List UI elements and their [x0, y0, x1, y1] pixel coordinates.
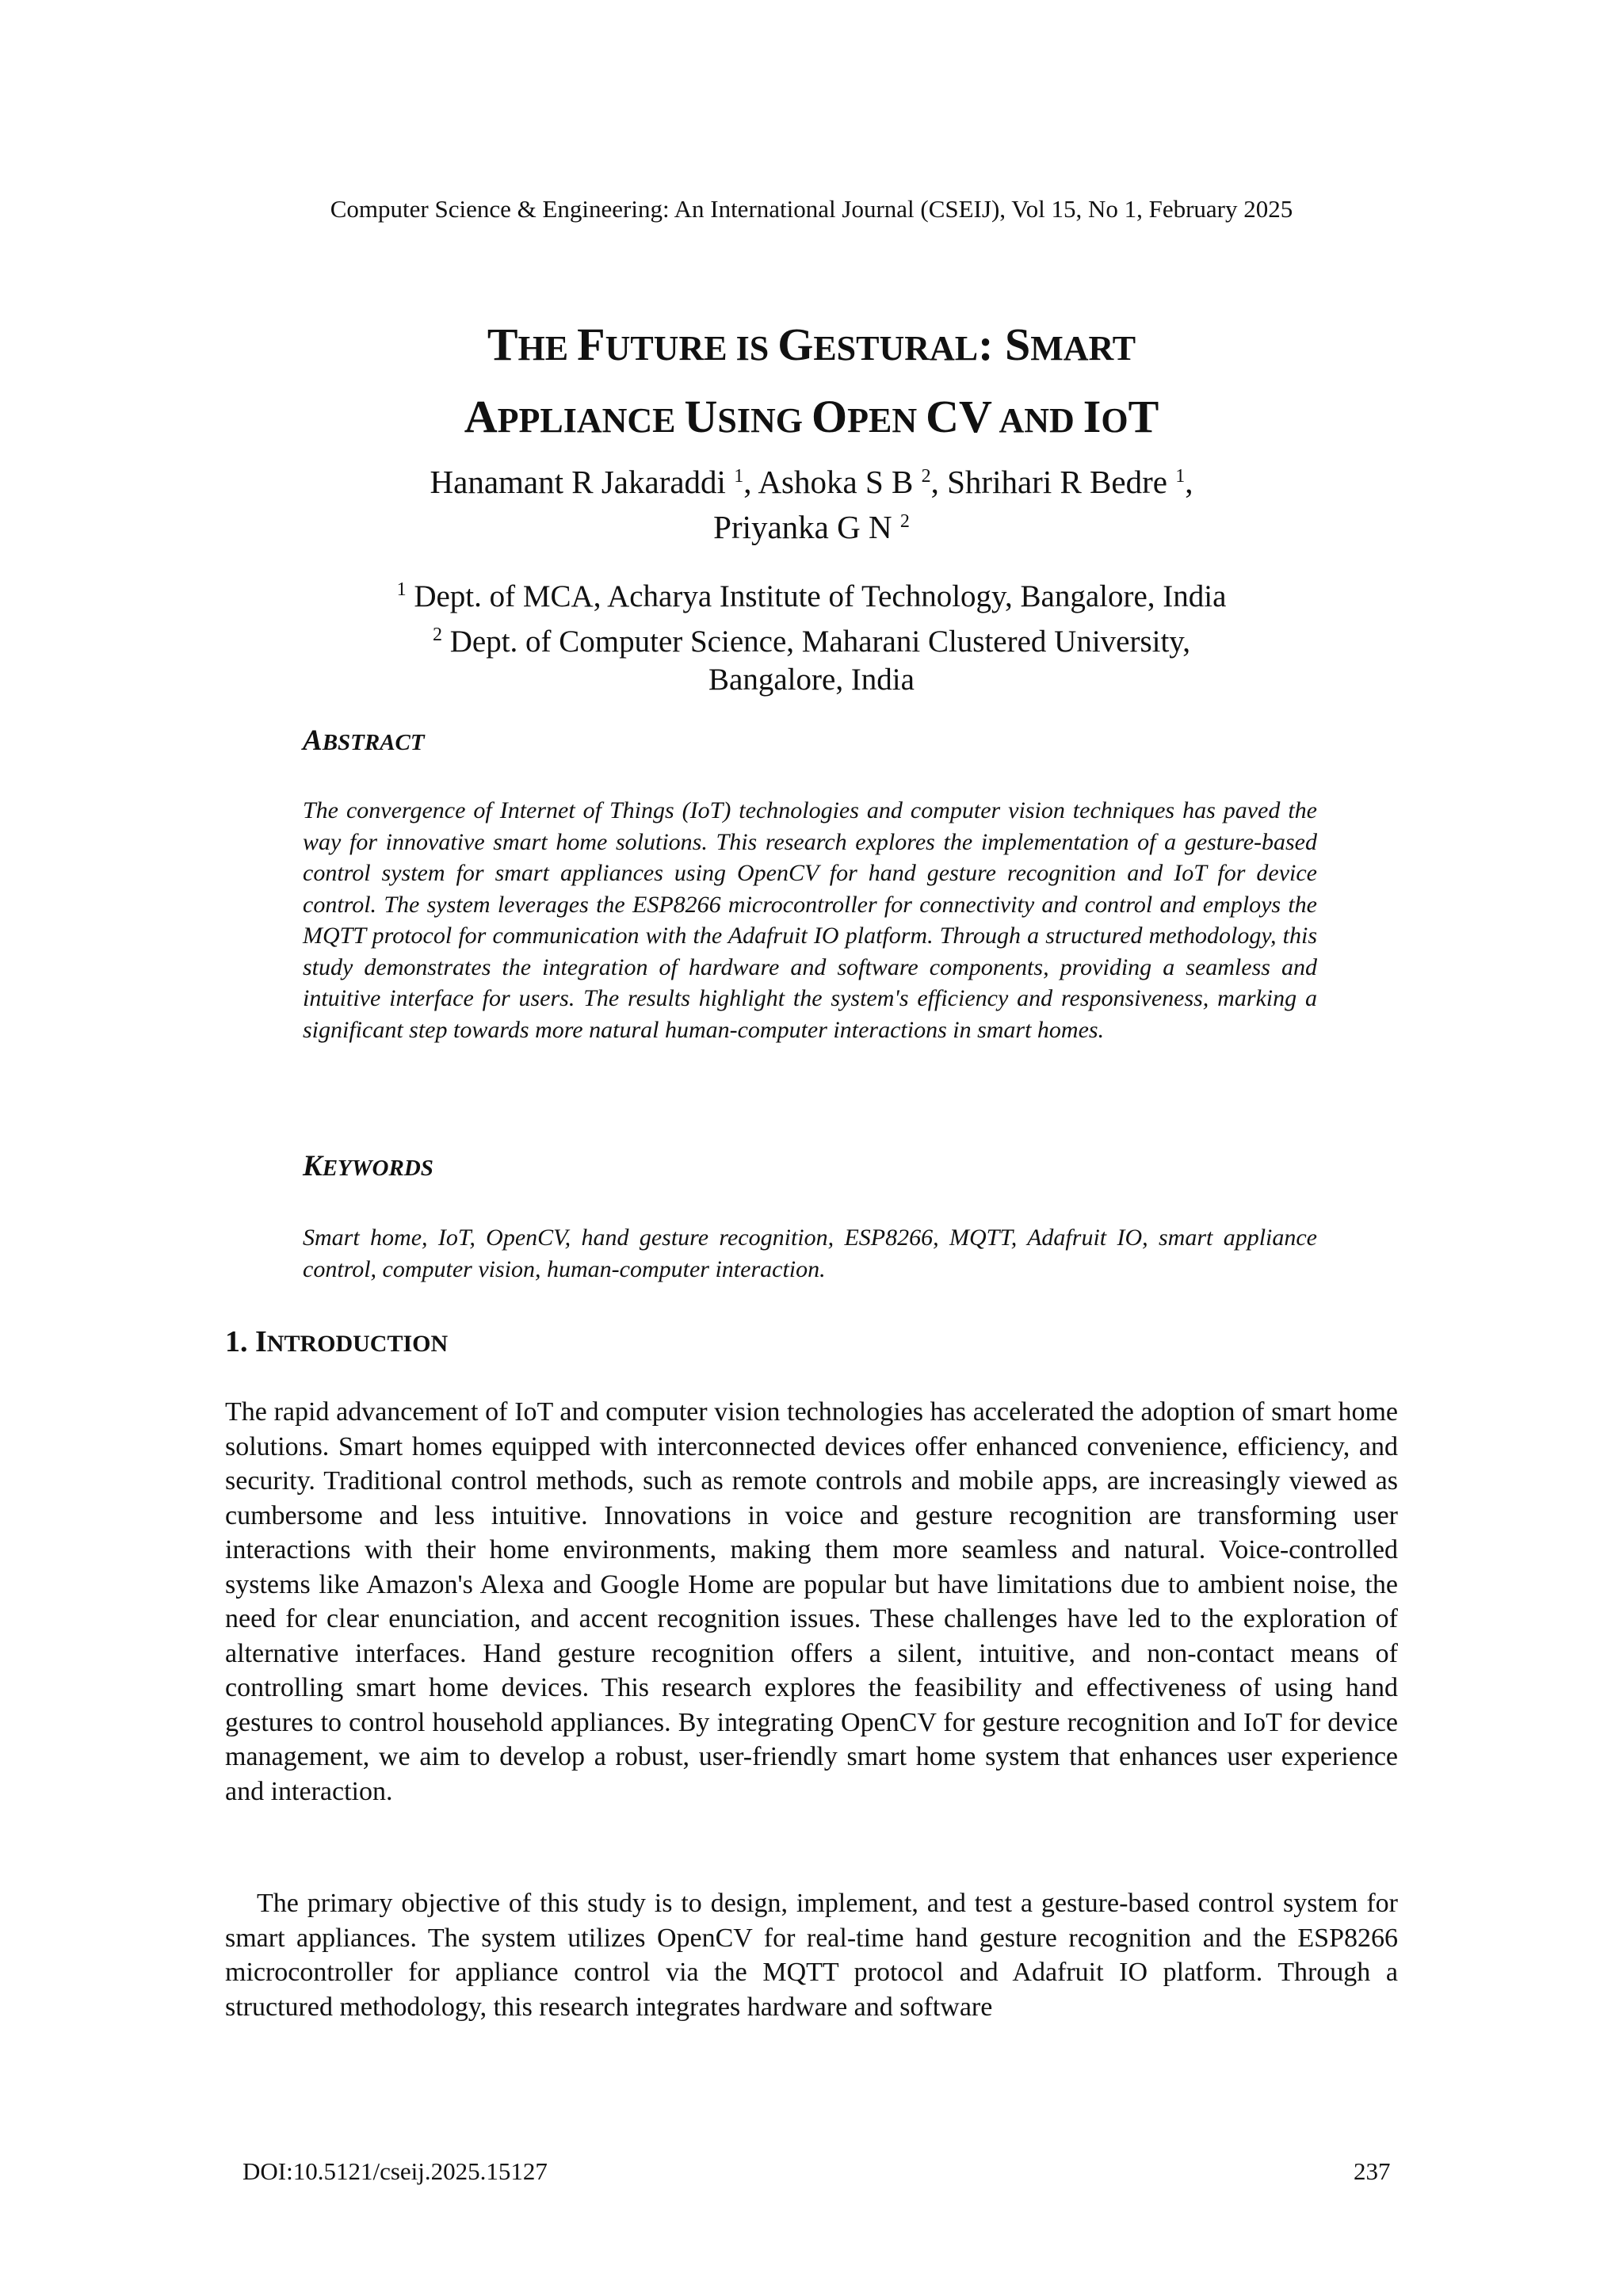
- keywords-heading: KEYWORDS: [303, 1150, 433, 1182]
- introduction-heading: 1. INTRODUCTION: [225, 1325, 449, 1358]
- abstract-heading: ABSTRACT: [303, 724, 425, 757]
- author-name: Ashoka S B: [758, 464, 922, 500]
- title-line-2: APPLIANCE USING OPEN CV AND IOT: [464, 391, 1159, 442]
- introduction-paragraph-1: The rapid advancement of IoT and computer vision technologies has accelerated the adoption of smart home solutions. Smart homes equipped with interconnected devices offer enhanced convenience, efficiency, and security. Traditional control methods, such as remote controls and mobile apps, are increasingly viewed as cumbersome and less intuitive. Innovations in voice and gesture recognition are transforming user interactions with their home environments, making them more seamless and natural. Voice-controlled systems like Amazon's Alexa and Google Home are popular but have limitations due to ambient noise, the need for clear enunciation, and accent recognition issues. These challenges have led to the exploration of alternative interfaces. Hand gesture recognition offers a silent, intuitive, and non-contact means of controlling smart home devices. This research explores the feasibility and effectiveness of using hand gestures to control household appliances. By integrating OpenCV for gesture recognition and IoT for device management, we aim to develop a robust, user-friendly smart home system that enhances user experience and interaction.: [225, 1397, 1398, 1806]
- abstract-text: The convergence of Internet of Things (IoT) technologies and computer vision techniques has paved the way for innovative smart home solutions. This research explores the implementation of a gesture-based control system for smart appliances using OpenCV for hand gesture recognition and IoT for device control. The system leverages the ESP8266 microcontroller for connectivity and control and employs the MQTT protocol for communication with the Adafruit IO platform. Through a structured methodology, this study demonstrates the integration of hardware and software components, providing a seamless and intuitive interface for users. The results highlight the system's efficiency and responsiveness, marking a significant step towards more natural human-computer interactions in smart homes.: [303, 797, 1317, 1043]
- affiliation-1: $^1$ Dept. of MCA, Acharya Institute of Technology, Bangalore, India: [396, 579, 1227, 613]
- keywords-text: Smart home, IoT, OpenCV, hand gesture recognition, ESP8266, MQTT, Adafruit IO, smart appliance control, computer vision, human-computer interaction.: [303, 1224, 1317, 1282]
- author-name: Hanamant R Jakaraddi: [430, 464, 735, 500]
- affiliations: [0, 571, 1623, 699]
- page-number: 237: [1354, 2157, 1391, 2185]
- author-line-2: Priyanka G N $^2$: [713, 509, 910, 545]
- affiliation-2: $^2$ Dept. of Computer Science, Maharani Clustered University,: [432, 625, 1191, 659]
- author-line-1: Hanamant R Jakaraddi $^1$, Ashoka S B $^2$, Shrihari R Bedre $^1$,: [430, 464, 1193, 500]
- doi: DOI:10.5121/cseij.2025.15127: [242, 2157, 548, 2185]
- author-name: Priyanka G N: [713, 509, 900, 545]
- author-list: [0, 457, 1623, 547]
- paper-title: [0, 311, 1623, 455]
- author-name: Shrihari R Bedre: [947, 464, 1176, 500]
- introduction-paragraph-2: The primary objective of this study is to design, implement, and test a gesture-based control system for smart appliances. The system utilizes OpenCV for real-time hand gesture recognition and the ESP8266 microcontroller for appliance control via the MQTT protocol and Adafruit IO platform. Through a structured methodology, this research integrates hardware and software: [225, 1889, 1398, 2022]
- journal-header: Computer Science & Engineering: An International Journal (CSEIJ), Vol 15, No 1, February 2025: [330, 195, 1293, 223]
- affiliation-2-cont: Bangalore, India: [708, 663, 915, 697]
- title-line-1: THE FUTURE IS GESTURAL: SMART: [487, 319, 1136, 370]
